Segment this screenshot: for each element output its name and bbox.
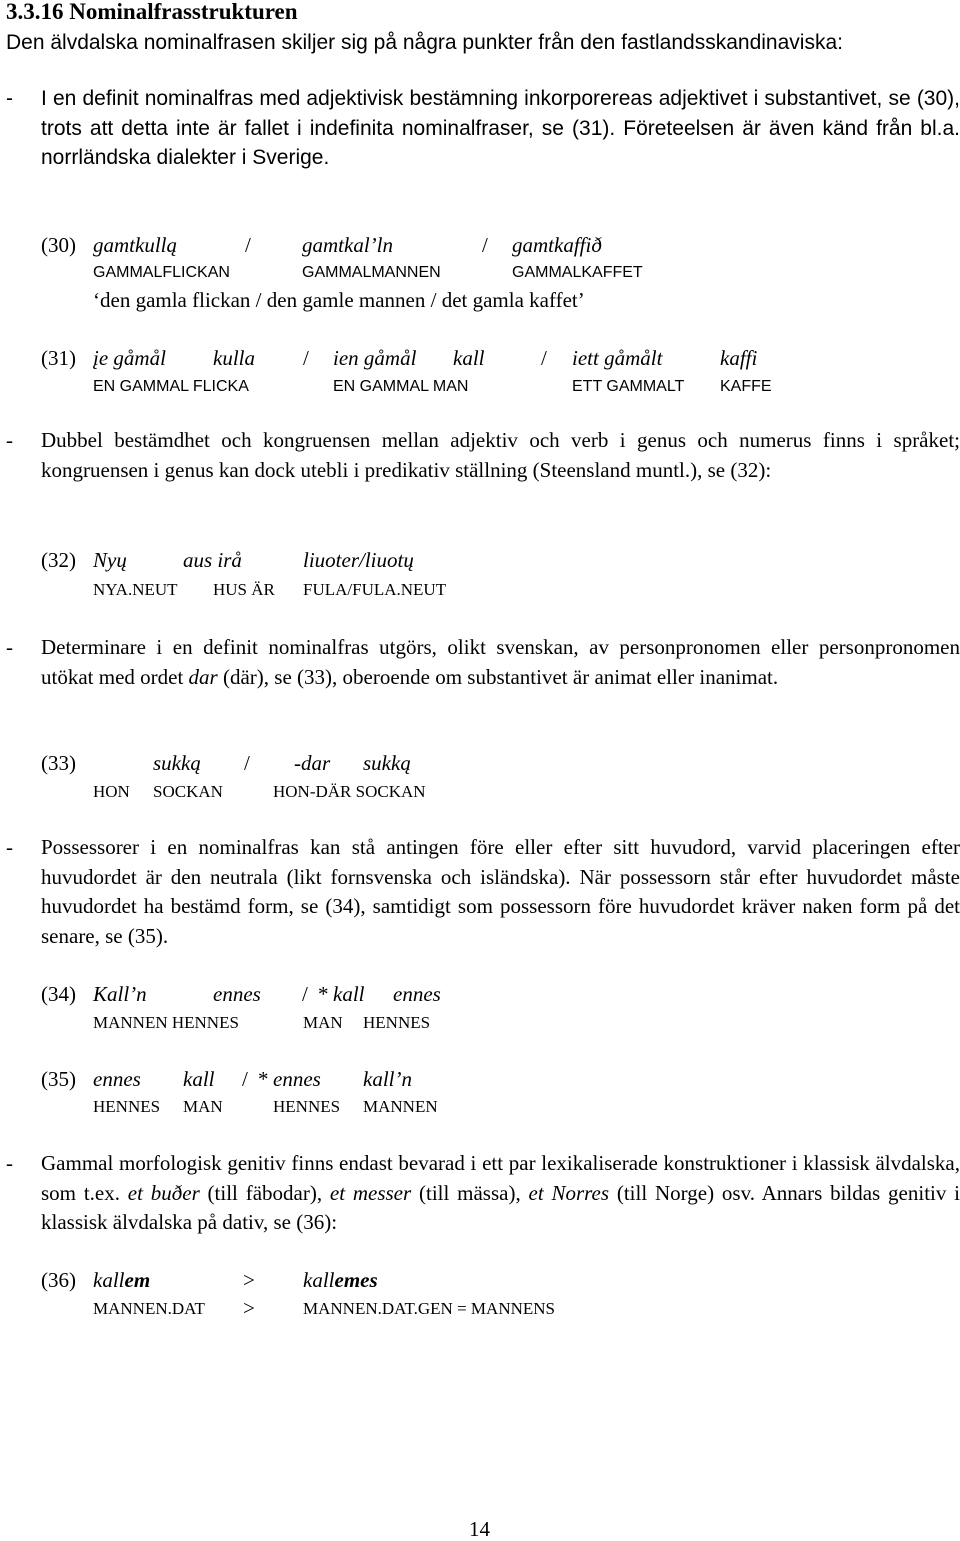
stem: kall [303,1268,335,1292]
gloss: KAFFE [720,378,772,395]
gloss: HUS ÄR [213,580,275,599]
example-word: aus irå [183,548,242,572]
arrow-symbol: > [243,1296,255,1320]
suffix: emes [334,1268,378,1292]
bullet-text: Dubbel bestämdhet och kongruensen mellan adjektiv och verb i genus och numerus finns i språket; kongruensen i genus kan dock utebli i predikativ ställning (Steensland muntl.), se (32): [41,428,960,482]
arrow-symbol: > [243,1268,255,1292]
slash-separator: / [242,1067,248,1091]
gloss: HENNES [273,1097,341,1116]
italic-term: et buðer [127,1180,200,1205]
bullet-text: I en definit nominalfras med adjektivisk bestämning inkorporereas adjektivet i substantivet, se (30), trots att detta inte är fallet i indefinita nominalfraser, se (31). Företeelsen är även känd från bl.a. norrländska dialekter i Sverige. [41,87,960,169]
example-word: gamtkullą [93,233,177,257]
gloss: HENNES [93,1097,161,1116]
bullet-paragraph-3 [6,633,960,692]
example-number: (35) [41,1067,76,1091]
example-word: kall [453,346,485,370]
stem: kall [93,1268,125,1292]
gloss: MANNEN [363,1097,438,1116]
bullet-paragraph-1 [6,84,960,173]
gloss: NYA.NEUT [93,580,178,599]
gloss: EN GAMMAL MAN [333,378,469,395]
example-number: (32) [41,548,76,572]
section-heading: 3.3.16 Nominalfrasstrukturen [6,0,298,24]
slash-separator: / [244,751,250,775]
example-number: (31) [41,346,76,370]
translation: ‘den gamla flickan / den gamle mannen / det gamla kaffet’ [93,288,585,312]
bullet-dash: - [6,87,13,110]
example-word: gamtkal’ln [302,233,393,257]
slash-separator: / [245,233,251,257]
gloss: HENNES [363,1013,431,1032]
suffix: em [124,1268,151,1292]
text-run: Determinare i en definit nominalfras utgörs, olikt svenskan, av personpronomen eller personpronomen utökat med ordet [41,635,960,689]
page-number: 14 [469,1517,490,1541]
bullet-paragraph-5 [6,1149,960,1238]
example-number: (33) [41,751,76,775]
text-run: (där), se (33), oberoende om substantivet är animat eller inanimat. [217,664,779,689]
example-word: ennes [213,982,261,1006]
gloss: SOCKAN [153,782,223,801]
example-word: kulla [213,346,255,370]
bullet-text [41,1149,960,1238]
example-word: kall [333,982,365,1006]
example-word [303,1267,378,1293]
example-word: kaffi [720,346,758,370]
gloss: MANNEN.DAT [93,1299,205,1318]
example-word: -dar [294,751,331,775]
example-word: kall’n [363,1067,412,1091]
italic-term: et Norres [528,1180,610,1205]
gloss: MAN [303,1013,343,1032]
example-word: kall [183,1067,215,1091]
italic-term: et messer [329,1180,412,1205]
example-word: ennes [273,1067,321,1091]
example-word: įe gåmål [93,346,166,370]
slash-separator: / [482,233,488,257]
bullet-dash: - [6,428,13,452]
bullet-dash: - [6,635,13,659]
gloss: GAMMALFLICKAN [93,264,230,281]
ungrammatical-asterisk: * [258,1067,269,1091]
text-run: Gammal morfologisk genitiv finns endast bevarad i ett par lexikaliserade konstruktioner i klassisk älvdalska, som t.ex. [41,1151,960,1205]
slash-separator: / [541,346,547,370]
slash-separator: / [303,346,309,370]
example-word: gamtkaffið [512,233,602,257]
example-word: sukką [363,751,411,775]
text-run: (till Norge) osv. Annars bildas genitiv i klassisk älvdalska på dativ, se (36): [41,1180,960,1234]
gloss: GAMMALMANNEN [302,264,441,281]
example-word: Nyų [93,548,127,572]
gloss: FULA/FULA.NEUT [303,580,447,599]
gloss: MANNEN.DAT.GEN = MANNENS [303,1299,555,1318]
gloss: GAMMALKAFFET [512,264,643,281]
bullet-text [41,633,960,692]
example-word: iett gåmålt [572,346,663,370]
text-run: (till mässa), [411,1180,529,1205]
example-word: ennes [393,982,441,1006]
gloss: EN GAMMAL FLICKA [93,378,249,395]
bullet-dash: - [6,835,13,859]
bullet-dash: - [6,1151,13,1175]
example-number: (30) [41,233,76,257]
example-word: ien gåmål [333,346,417,370]
example-word: sukką [153,751,201,775]
gloss: ETT GAMMALT [572,378,685,395]
gloss: MANNEN HENNES [93,1013,239,1032]
example-word: ennes [93,1067,141,1091]
gloss: HON [93,782,130,801]
intro-line: Den älvdalska nominalfrasen skiljer sig på några punkter från den fastlandsskandinaviska: [6,31,843,54]
example-word [93,1267,150,1293]
italic-term: dar [188,664,218,689]
gloss: HON-DÄR SOCKAN [273,782,426,801]
bullet-paragraph-2 [6,426,960,485]
example-word: liuoter/liuotų [303,548,414,572]
bullet-text: Possessorer i en nominalfras kan stå antingen före eller efter sitt huvudord, varvid placeringen efter huvudordet är den neutrala (likt fornsvenska och isländska). När possessorn står efter huvudordet måste huvudordet ha bestämd form, se (34), samtidigt som possessorn före huvudordet kräver naken form på det senare, se (35). [41,835,960,948]
bullet-paragraph-4 [6,833,960,951]
example-number: (36) [41,1268,76,1292]
slash-separator: / [302,982,308,1006]
example-word: Kall’n [93,982,147,1006]
gloss: MAN [183,1097,223,1116]
example-number: (34) [41,982,76,1006]
ungrammatical-asterisk: * [318,982,329,1006]
text-run: (till fäbodar), [199,1180,330,1205]
